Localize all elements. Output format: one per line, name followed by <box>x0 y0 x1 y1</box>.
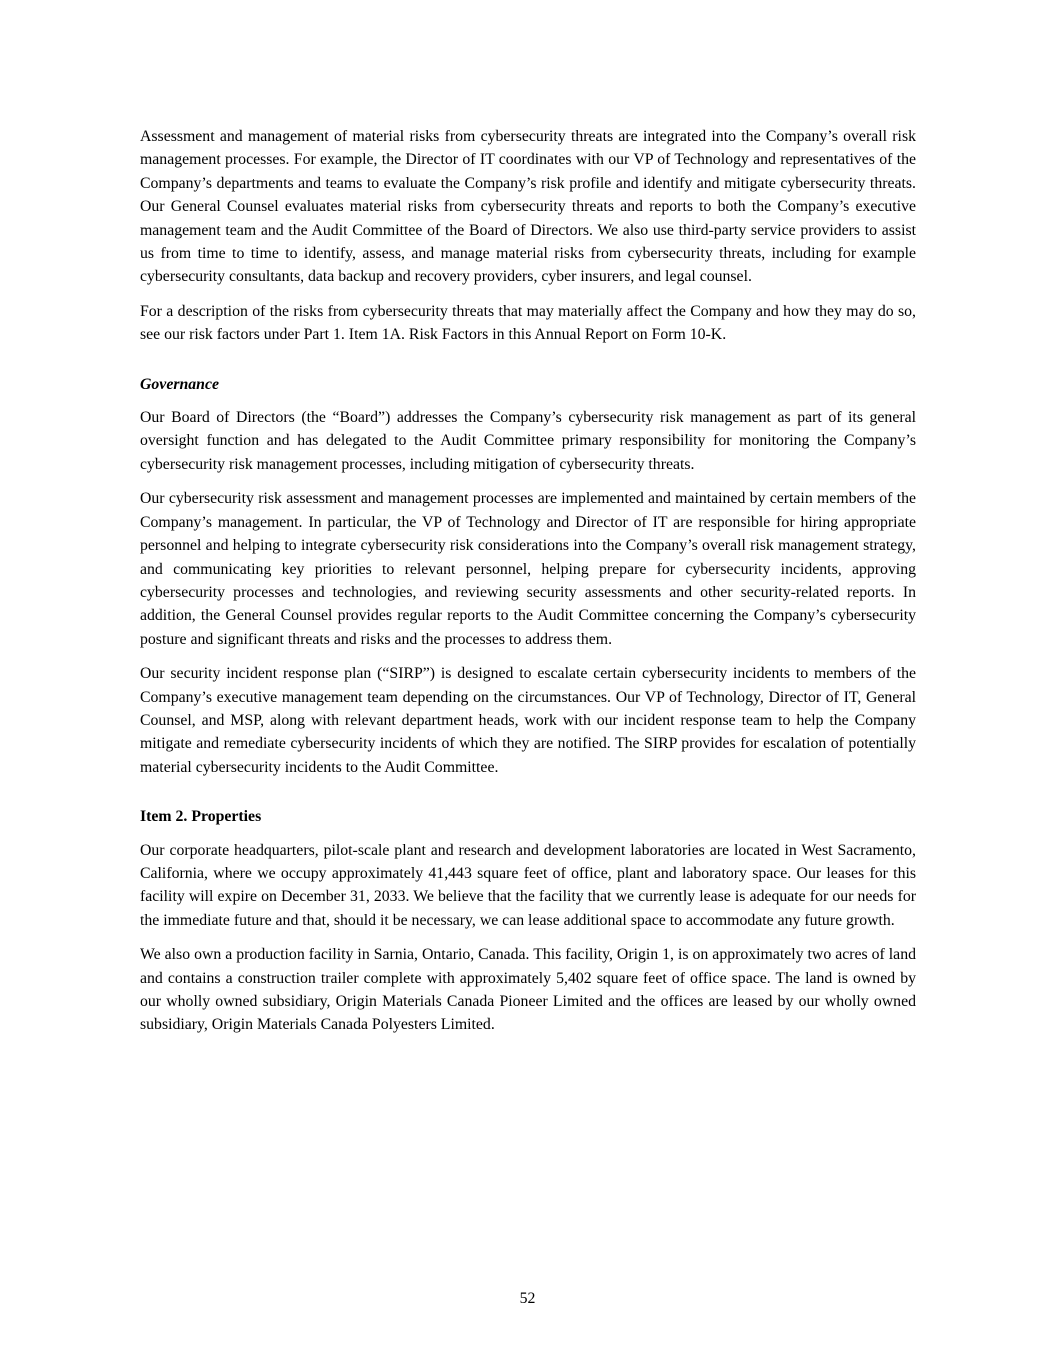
paragraph-incident-response-plan: Our security incident response plan (“SIRP”) is designed to escalate certain cybersecurity incidents to members of the Company’s executive management team depending on the circumstances. Our VP of Technology, Director of IT, General Counsel, and MSP, along with relevant department heads, work with our incident response team to help the Company mitigate and remediate cybersecurity incidents of which they are notified. The SIRP provides for escalation of potentially material cybersecurity incidents to the Audit Committee. <box>140 665 916 776</box>
section-heading-governance: Governance <box>140 375 219 393</box>
paragraph-corporate-headquarters: Our corporate headquarters, pilot-scale plant and research and development laboratories are located in West Sacramento, California, where we occupy approximately 41,443 square feet of office, plant and laboratory space. Our leases for this facility will expire on December 31, 2033. We believe that the facility that we currently lease is adequate for our needs for the immediate future and that, should it be necessary, we can lease additional space to accommodate any future growth. <box>140 841 916 929</box>
paragraph-risk-management-processes: Our cybersecurity risk assessment and management processes are implemented and maintained by certain members of the Company’s management. In particular, the VP of Technology and Director of IT are responsible for hiring appropriate personnel and helping to integrate cybersecurity risk considerations into the Company’s overall risk management strategy, and communicating key priorities to relevant personnel, helping prepare for cybersecurity incidents, approving cybersecurity processes and technologies, and reviewing security assessments and other security-related reports. In addition, the General Counsel provides regular reports to the Audit Committee concerning the Company’s cybersecurity posture and significant threats and risks and the processes to address them. <box>140 490 916 648</box>
paragraph-risk-assessment-integration: Assessment and management of material risks from cybersecurity threats are integrated into the Company’s overall risk management processes. For example, the Director of IT coordinates with our VP of Technology and representatives of the Company’s departments and teams to evaluate the Company’s risk profile and identify and mitigate cybersecurity threats. Our General Counsel evaluates material risks from cybersecurity threats and reports to both the Company’s executive management team and the Audit Committee of the Board of Directors. We also use third-party service providers to assist us from time to time to identify, assess, and manage material risks from cybersecurity threats, including for example cybersecurity consultants, data backup and recovery providers, cyber insurers, and legal counsel. <box>140 128 916 286</box>
section-heading-item2-properties: Item 2. Properties <box>140 808 262 826</box>
paragraph-board-of-directors: Our Board of Directors (the “Board”) addresses the Company’s cybersecurity risk management as part of its general oversight function and has delegated to the Audit Committee primary responsibility for monitoring the Company’s cybersecurity risk management processes, including mitigation of cybersecurity threats. <box>140 409 916 473</box>
paragraph-risk-factors-reference: For a description of the risks from cybersecurity threats that may materially affect the Company and how they may do so, see our risk factors under Part 1. Item 1A. Risk Factors in this Annual Report on Form 10-K. <box>140 302 916 344</box>
paragraph-sarnia-facility: We also own a production facility in Sarnia, Ontario, Canada. This facility, Origin 1, is on approximately two acres of land and contains a construction trailer complete with approximately 5,402 square feet of office space. The land is owned by our wholly owned subsidiary, Origin Materials Canada Pioneer Limited and the offices are leased by our wholly owned subsidiary, Origin Materials Canada Polyesters Limited. <box>140 946 916 1034</box>
page-number: 52 <box>519 1289 536 1307</box>
